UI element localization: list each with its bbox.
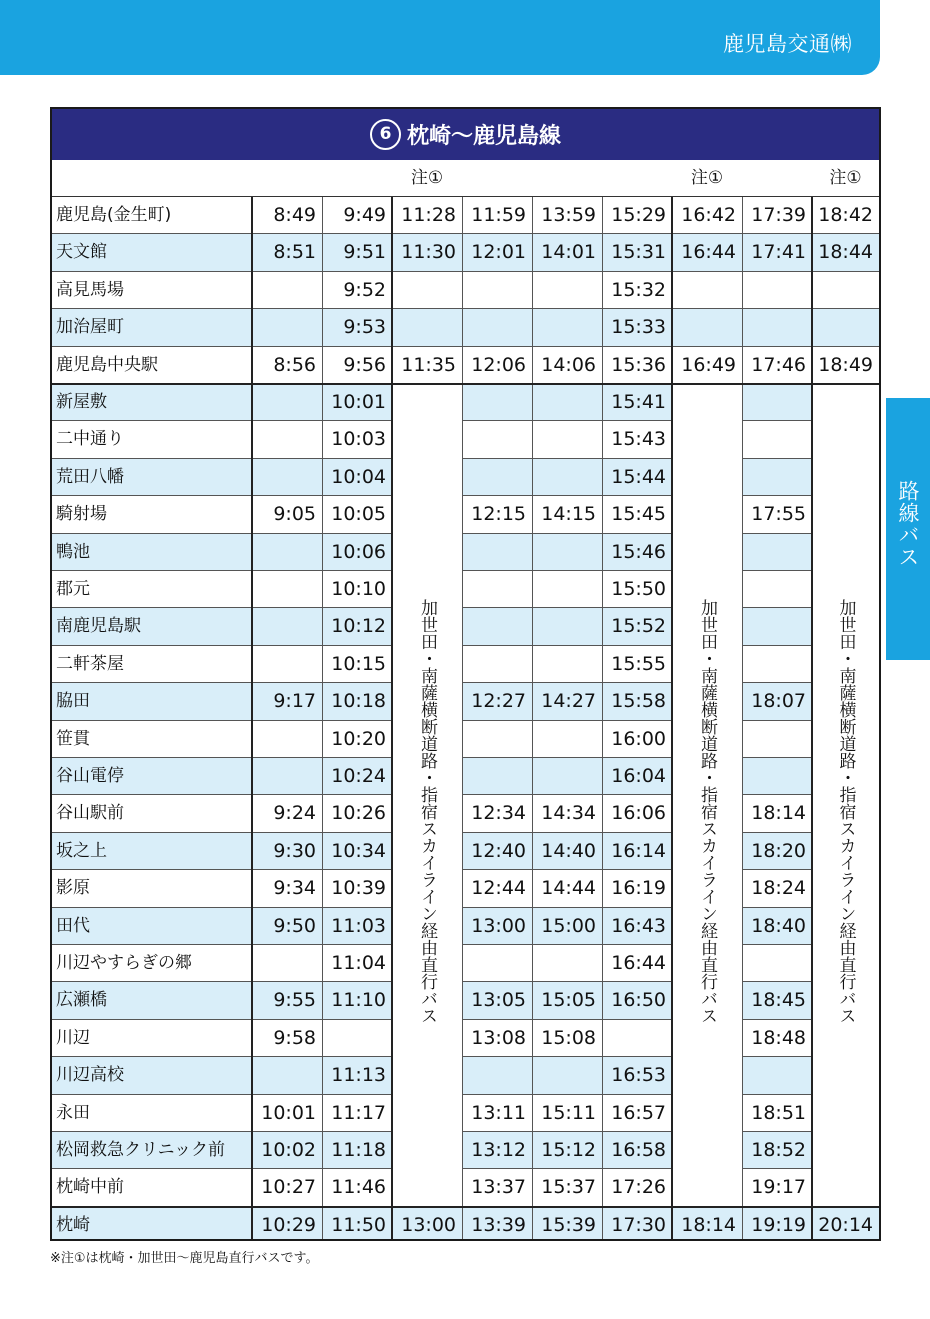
time-cell: [742, 945, 812, 982]
time-cell: 15:12: [541, 1139, 596, 1161]
time-cell: [462, 608, 532, 645]
time-cell: 17:26: [611, 1176, 666, 1199]
time-cell: 18:20: [751, 839, 806, 862]
time-cell: [532, 421, 602, 458]
time-cell: 10:27: [261, 1176, 316, 1199]
time-cell: 16:19: [611, 877, 666, 900]
time-cell: 13:00: [401, 1213, 456, 1236]
stop-name: 郡元: [56, 579, 90, 599]
table-row: [52, 1020, 879, 1057]
table-row: [52, 384, 879, 421]
stop-name: 影原: [56, 878, 90, 899]
time-cell: [392, 272, 462, 309]
stop-name: 笹貫: [56, 728, 90, 749]
stop-name: 枕崎: [56, 1214, 90, 1235]
time-cell: 15:29: [611, 204, 666, 226]
table-row: [52, 1057, 879, 1094]
time-cell: 10:12: [331, 615, 386, 638]
time-cell: [462, 945, 532, 982]
time-cell: 15:43: [611, 428, 666, 451]
time-cell: [252, 534, 322, 571]
time-cell: 15:44: [611, 465, 666, 488]
column-divider: [251, 197, 253, 1241]
time-cell: 19:17: [751, 1176, 806, 1199]
time-cell: 13:08: [471, 1026, 526, 1049]
time-cell: [532, 384, 602, 421]
time-cell: 17:46: [751, 353, 806, 376]
time-cell: 14:34: [541, 802, 596, 825]
time-cell: 18:45: [751, 989, 806, 1012]
time-cell: 11:18: [331, 1139, 386, 1161]
time-cell: 15:36: [611, 353, 666, 376]
time-cell: [462, 421, 532, 458]
column-divider: [322, 197, 323, 1241]
time-cell: 13:37: [471, 1176, 526, 1199]
time-cell: 10:29: [261, 1213, 316, 1236]
time-cell: 15:05: [541, 989, 596, 1012]
time-cell: [532, 646, 602, 683]
time-cell: [742, 1057, 812, 1094]
time-cell: 18:14: [751, 802, 806, 825]
time-cell: 15:52: [611, 615, 666, 638]
time-cell: 15:33: [611, 316, 666, 339]
time-cell: 16:44: [611, 952, 666, 974]
time-cell: [532, 945, 602, 982]
stop-name: 田代: [56, 915, 90, 936]
time-cell: 13:59: [541, 204, 596, 226]
time-cell: 15:31: [611, 241, 666, 264]
stop-name: 川辺: [56, 1027, 90, 1048]
stop-name: 南鹿児島駅: [56, 616, 141, 637]
company-name: 鹿児島交通㈱: [723, 32, 852, 56]
time-cell: [252, 459, 322, 496]
time-cell: 13:39: [471, 1213, 526, 1236]
express-route-block: [672, 384, 742, 1206]
stop-name: 鴨池: [56, 541, 90, 562]
time-cell: 15:50: [611, 578, 666, 600]
table-row: [52, 982, 879, 1019]
time-cell: 12:44: [471, 877, 526, 900]
time-cell: 16:06: [611, 802, 666, 825]
time-cell: [672, 309, 742, 346]
time-cell: 14:01: [541, 241, 596, 264]
time-cell: [462, 272, 532, 309]
time-cell: [462, 646, 532, 683]
time-cell: 18:49: [818, 353, 873, 376]
column-divider: [532, 197, 533, 1241]
stop-name: 松岡救急クリニック前: [56, 1140, 225, 1160]
time-cell: [742, 421, 812, 458]
route-number-badge: 6: [370, 119, 401, 150]
time-cell: 18:48: [751, 1026, 806, 1049]
time-cell: [742, 309, 812, 346]
stop-name: 荒田八幡: [56, 466, 124, 487]
time-cell: 9:49: [343, 204, 386, 226]
time-cell: 18:42: [818, 204, 873, 226]
time-cell: 16:58: [611, 1139, 666, 1161]
time-cell: [812, 309, 879, 346]
time-cell: 18:52: [751, 1139, 806, 1161]
column-divider: [811, 197, 813, 1241]
time-cell: 10:34: [331, 839, 386, 862]
time-cell: [252, 384, 322, 421]
column-divider: [602, 197, 603, 1241]
time-cell: 11:03: [331, 914, 386, 937]
time-cell: 11:13: [331, 1064, 386, 1087]
time-cell: 12:15: [471, 503, 526, 526]
time-cell: [742, 571, 812, 608]
time-cell: 14:06: [541, 353, 596, 376]
time-cell: 15:46: [611, 540, 666, 563]
time-cell: 11:17: [331, 1101, 386, 1124]
time-cell: 18:14: [681, 1213, 736, 1236]
time-cell: 10:18: [331, 690, 386, 713]
time-cell: 17:39: [751, 204, 806, 226]
time-cell: [742, 721, 812, 758]
table-row: [52, 1095, 879, 1132]
time-cell: 12:27: [471, 690, 526, 713]
stop-name: 広瀬橋: [56, 990, 107, 1011]
stop-name: 騎射場: [56, 504, 107, 525]
note-col-3: 注①: [410, 168, 444, 188]
column-divider: [671, 197, 673, 1241]
time-cell: [742, 646, 812, 683]
time-cell: [462, 758, 532, 795]
time-cell: [252, 758, 322, 795]
time-cell: 8:49: [273, 204, 316, 226]
time-cell: 10:10: [331, 578, 386, 600]
time-cell: 19:19: [751, 1213, 806, 1236]
time-cell: 9:05: [273, 503, 316, 526]
time-cell: 9:34: [273, 877, 316, 900]
time-cell: 12:40: [471, 839, 526, 862]
table-row: [52, 421, 879, 458]
time-cell: [742, 758, 812, 795]
time-cell: [462, 534, 532, 571]
time-cell: [532, 571, 602, 608]
table-row: [52, 347, 879, 384]
time-cell: 18:07: [751, 690, 806, 713]
time-cell: 12:34: [471, 802, 526, 825]
time-cell: 10:06: [331, 540, 386, 563]
section-divider: [52, 1206, 879, 1208]
side-tab-label: 路線バス: [896, 480, 920, 568]
stop-name: 坂之上: [56, 840, 107, 861]
time-cell: [252, 608, 322, 645]
time-cell: [532, 272, 602, 309]
stop-name: 川辺やすらぎの郷: [56, 953, 192, 973]
time-cell: 16:57: [611, 1101, 666, 1124]
stop-name: 新屋敷: [56, 392, 107, 412]
timetable: [50, 107, 881, 1241]
table-row: [52, 795, 879, 832]
express-route-label: 加世田・南薩横断道路・指宿スカイライン経由直行バス: [417, 599, 437, 1024]
time-cell: 16:14: [611, 839, 666, 862]
time-cell: 11:50: [331, 1213, 386, 1236]
table-row: [52, 571, 879, 608]
time-cell: 18:40: [751, 914, 806, 937]
time-cell: 15:11: [541, 1101, 596, 1124]
time-cell: 10:03: [331, 428, 386, 451]
time-cell: 10:05: [331, 503, 386, 526]
time-cell: 17:55: [751, 503, 806, 526]
table-row: [52, 721, 879, 758]
stop-name: 脇田: [56, 691, 90, 712]
time-cell: [252, 945, 322, 982]
time-cell: [462, 309, 532, 346]
time-cell: [532, 309, 602, 346]
time-cell: [742, 272, 812, 309]
stop-name: 天文館: [56, 242, 107, 263]
table-row: [52, 646, 879, 683]
time-cell: [742, 534, 812, 571]
table-row: [52, 234, 879, 271]
stop-name: 二軒茶屋: [56, 653, 124, 674]
time-cell: 11:46: [331, 1176, 386, 1199]
time-cell: 13:11: [471, 1101, 526, 1124]
time-cell: 10:15: [331, 652, 386, 675]
time-cell: [812, 272, 879, 309]
time-cell: [392, 309, 462, 346]
time-cell: 15:39: [541, 1213, 596, 1236]
time-cell: [532, 721, 602, 758]
time-cell: 8:51: [273, 241, 316, 264]
time-cell: 10:26: [331, 802, 386, 825]
table-row: [52, 608, 879, 645]
time-cell: [742, 608, 812, 645]
stop-name: 鹿児島中央駅: [56, 354, 158, 375]
table-row: [52, 870, 879, 907]
time-cell: 15:55: [611, 652, 666, 675]
time-cell: 18:44: [818, 241, 873, 264]
time-cell: 10:20: [331, 727, 386, 750]
note-col-7: 注①: [690, 168, 724, 188]
stop-name: 谷山電停: [56, 766, 124, 786]
time-cell: 9:24: [273, 802, 316, 825]
time-cell: 16:50: [611, 989, 666, 1012]
time-cell: 9:55: [273, 989, 316, 1012]
side-tab-route-bus[interactable]: [886, 398, 930, 660]
column-divider: [462, 197, 463, 1241]
time-cell: 9:17: [273, 690, 316, 713]
time-cell: 15:45: [611, 503, 666, 526]
stop-name: 加治屋町: [56, 317, 124, 338]
time-cell: 15:58: [611, 690, 666, 713]
time-cell: [532, 758, 602, 795]
table-row: [52, 758, 879, 795]
table-row: [52, 1207, 879, 1241]
stop-name: 枕崎中前: [56, 1177, 124, 1198]
time-cell: 20:14: [818, 1213, 873, 1236]
stop-name: 高見馬場: [56, 279, 124, 300]
time-cell: 9:56: [343, 353, 386, 376]
time-cell: 16:42: [681, 204, 736, 226]
stop-name: 二中通り: [56, 429, 124, 450]
time-cell: 9:52: [343, 278, 386, 301]
stop-name: 永田: [56, 1102, 90, 1123]
time-cell: 9:50: [273, 914, 316, 937]
time-cell: [252, 571, 322, 608]
express-route-label: 加世田・南薩横断道路・指宿スカイライン経由直行バス: [835, 599, 856, 1024]
time-cell: 11:35: [401, 353, 456, 376]
express-route-block: [392, 384, 462, 1206]
table-row: [52, 459, 879, 496]
time-cell: 15:37: [541, 1176, 596, 1199]
time-cell: 18:51: [751, 1101, 806, 1124]
time-cell: 11:59: [471, 204, 526, 226]
time-cell: [532, 1057, 602, 1094]
time-cell: [252, 721, 322, 758]
time-cell: 10:24: [331, 765, 386, 787]
time-cell: [322, 1020, 392, 1057]
time-cell: 18:24: [751, 877, 806, 900]
time-cell: 9:51: [343, 241, 386, 264]
time-cell: 9:53: [343, 316, 386, 339]
table-row: [52, 309, 879, 346]
column-divider: [742, 197, 743, 1241]
section-divider: [52, 383, 879, 385]
table-row: [52, 1132, 879, 1169]
time-cell: 16:53: [611, 1064, 666, 1087]
table-row: [52, 197, 879, 234]
footnote: ※注①は枕崎・加世田～鹿児島直行バスです。: [50, 1251, 319, 1266]
time-cell: [532, 534, 602, 571]
time-cell: 12:06: [471, 353, 526, 376]
note-col-9: 注①: [829, 168, 862, 188]
time-cell: 16:04: [611, 765, 666, 787]
time-cell: 14:44: [541, 877, 596, 900]
time-cell: 14:27: [541, 690, 596, 713]
time-cell: 11:28: [401, 204, 456, 226]
table-row: [52, 945, 879, 982]
time-cell: 9:30: [273, 839, 316, 862]
time-cell: [742, 459, 812, 496]
time-cell: [532, 608, 602, 645]
time-cell: 10:39: [331, 877, 386, 900]
time-cell: [462, 571, 532, 608]
table-row: [52, 534, 879, 571]
time-cell: [462, 459, 532, 496]
time-cell: 16:00: [611, 727, 666, 750]
time-cell: 11:30: [401, 241, 456, 264]
time-cell: [532, 459, 602, 496]
time-cell: [462, 721, 532, 758]
route-name: 枕崎～鹿児島線: [406, 124, 561, 149]
table-row: [52, 908, 879, 945]
time-cell: 10:02: [261, 1139, 316, 1161]
time-cell: 13:00: [471, 914, 526, 937]
time-cell: 10:01: [261, 1101, 316, 1124]
time-cell: 17:30: [611, 1213, 666, 1236]
header-banner: [0, 0, 880, 75]
time-cell: 16:49: [681, 353, 736, 376]
table-row: [52, 833, 879, 870]
stop-name: 川辺高校: [56, 1065, 124, 1086]
express-route-label: 加世田・南薩横断道路・指宿スカイライン経由直行バス: [697, 599, 717, 1024]
time-cell: 13:05: [471, 989, 526, 1012]
time-cell: 15:08: [541, 1026, 596, 1049]
time-cell: 10:01: [331, 391, 386, 413]
time-cell: [252, 646, 322, 683]
time-cell: 14:40: [541, 839, 596, 862]
time-cell: 10:04: [331, 465, 386, 488]
table-row: [52, 272, 879, 309]
time-cell: 17:41: [751, 241, 806, 264]
time-cell: [252, 272, 322, 309]
time-cell: 15:32: [611, 278, 666, 301]
time-cell: 16:43: [611, 914, 666, 937]
time-cell: 13:12: [471, 1139, 526, 1161]
time-cell: 12:01: [471, 241, 526, 264]
express-route-block: [812, 384, 879, 1206]
time-cell: 9:58: [273, 1026, 316, 1049]
time-cell: 11:10: [331, 989, 386, 1012]
time-cell: 8:56: [273, 353, 316, 376]
time-cell: [252, 421, 322, 458]
table-row: [52, 496, 879, 533]
time-cell: [462, 384, 532, 421]
time-cell: [462, 1057, 532, 1094]
time-cell: [252, 309, 322, 346]
time-cell: 15:00: [541, 914, 596, 937]
time-cell: [602, 1020, 672, 1057]
time-cell: [742, 384, 812, 421]
table-row: [52, 1169, 879, 1206]
time-cell: 14:15: [541, 503, 596, 526]
time-cell: 11:04: [331, 952, 386, 974]
time-cell: 15:41: [611, 391, 666, 413]
time-cell: 16:44: [681, 241, 736, 264]
timetable-title: [52, 109, 879, 160]
notes-row: [52, 160, 879, 197]
table-row: [52, 683, 879, 720]
column-divider: [391, 197, 393, 1241]
time-cell: [252, 1057, 322, 1094]
time-cell: [672, 272, 742, 309]
stop-name: 鹿児島(金生町): [56, 205, 172, 225]
stop-name: 谷山駅前: [56, 803, 124, 824]
